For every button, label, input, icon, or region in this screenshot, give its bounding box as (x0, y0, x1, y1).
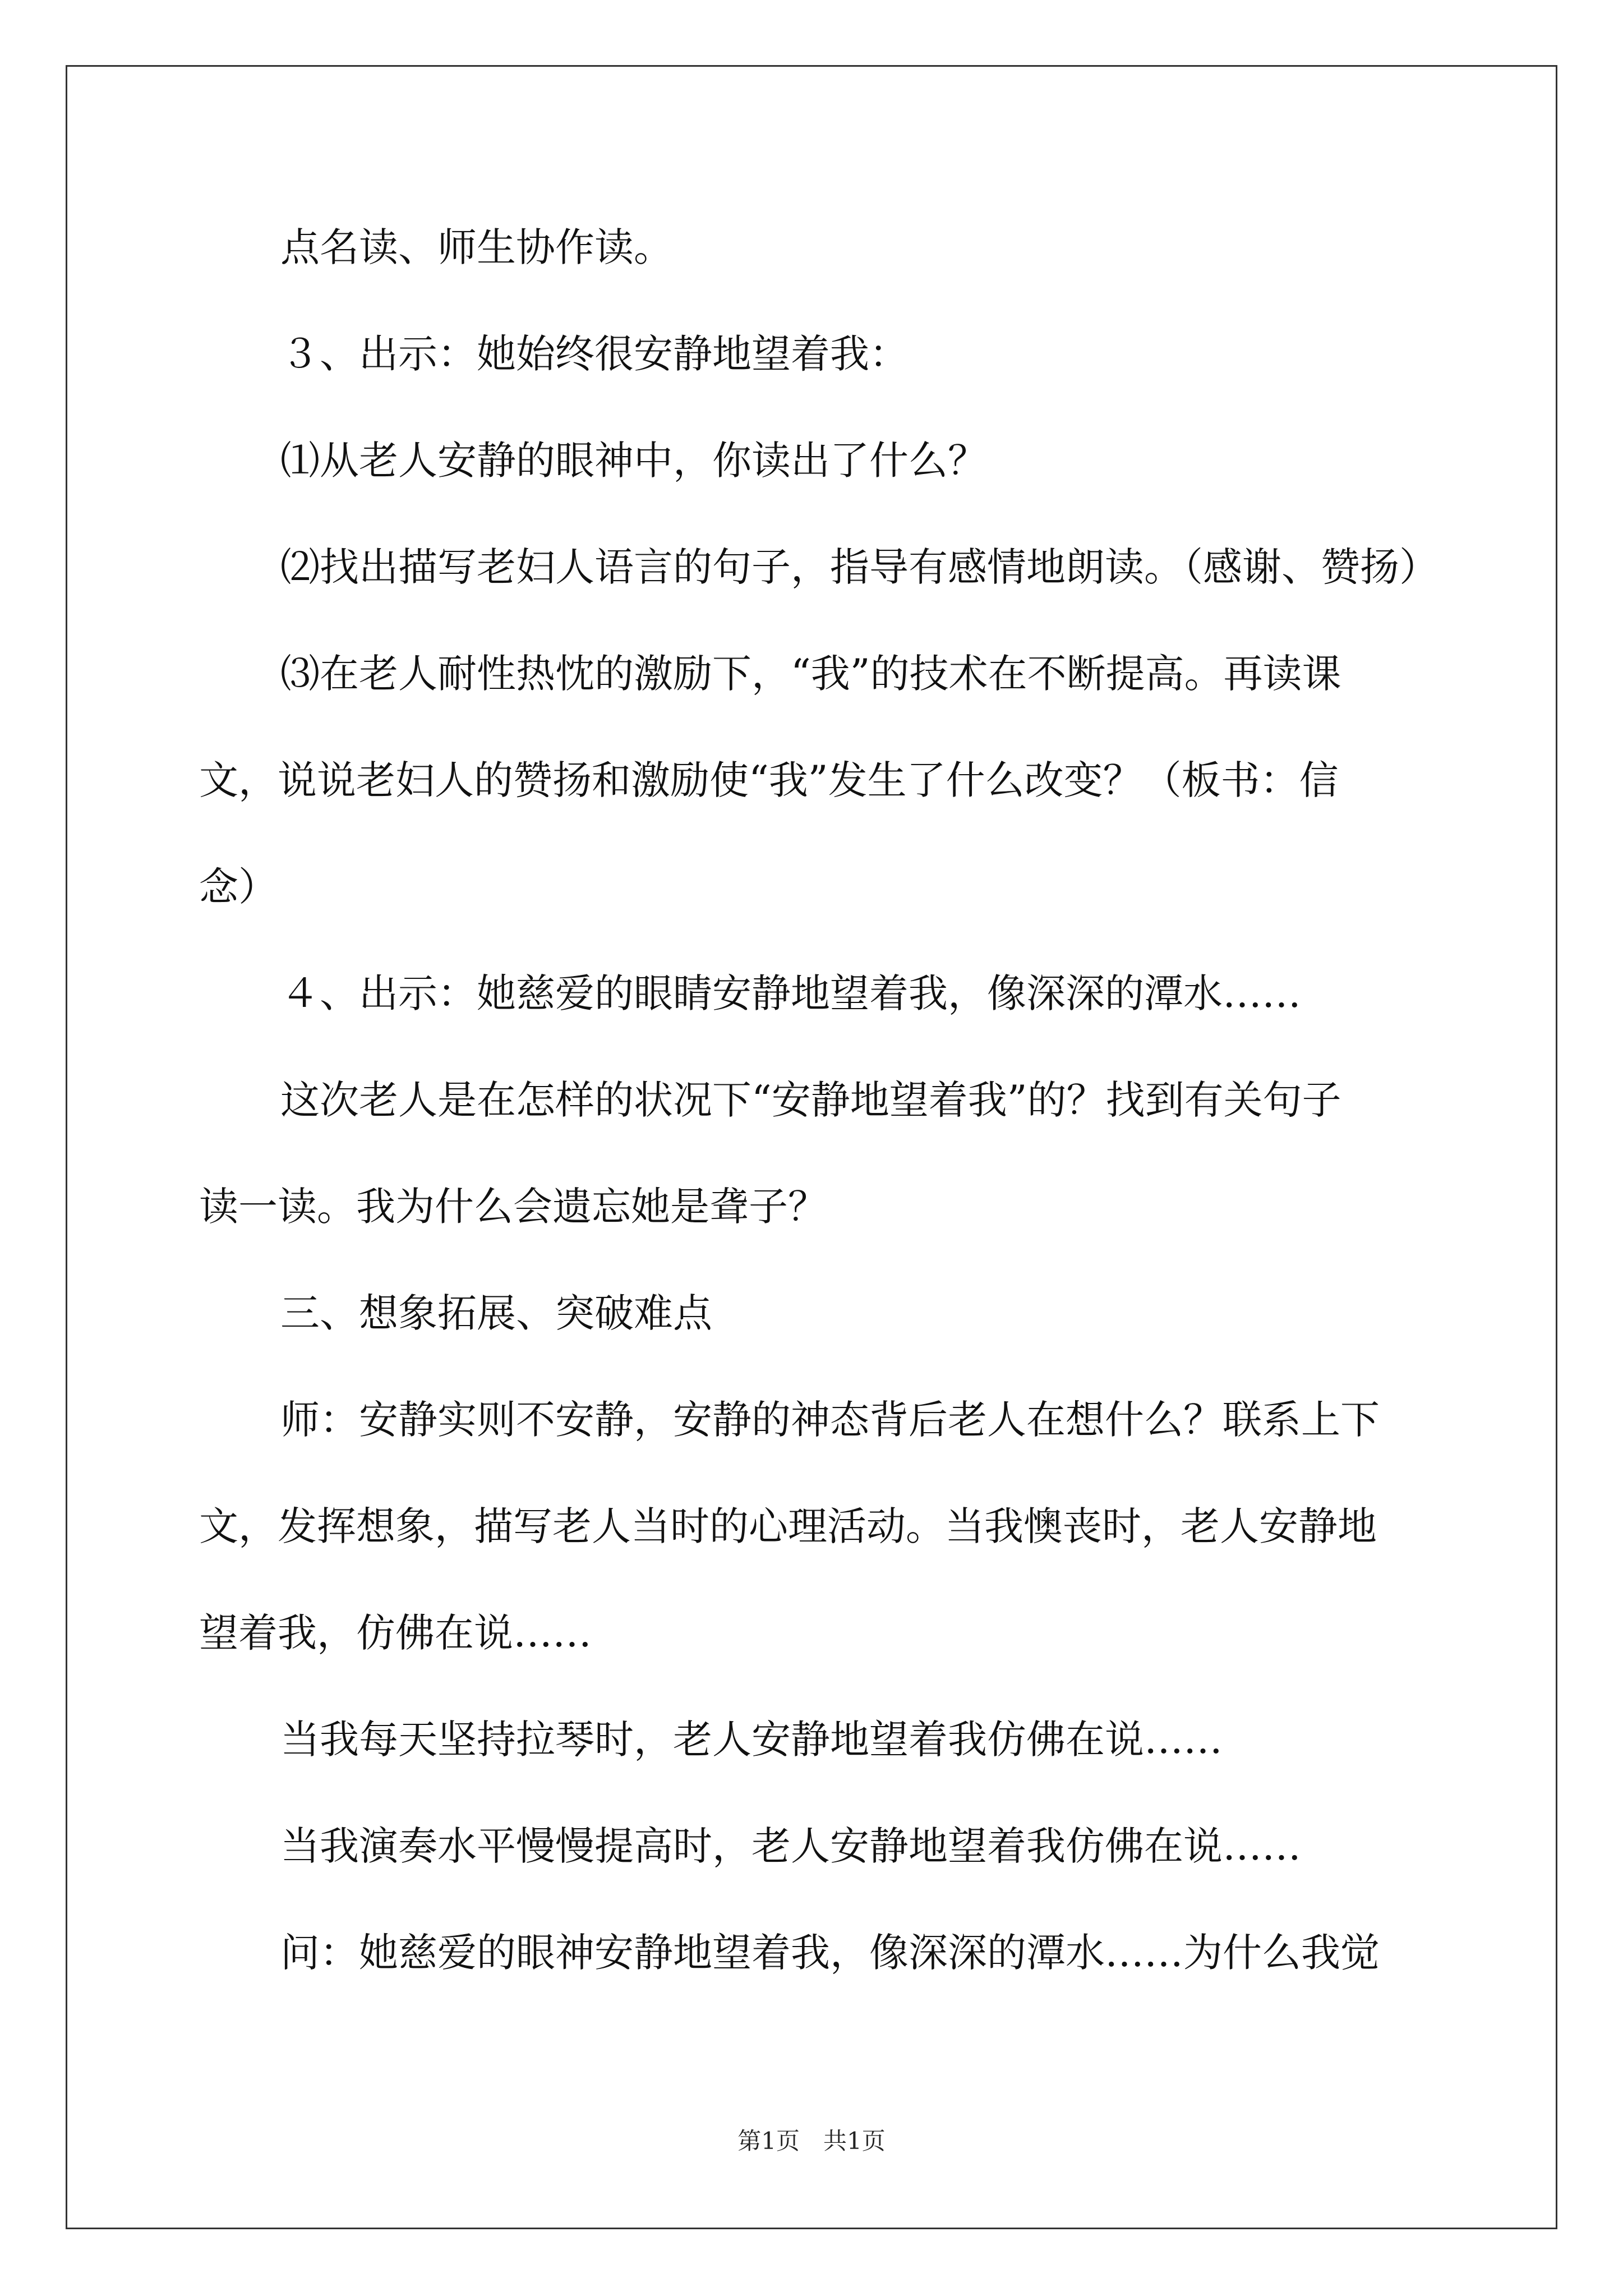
page-border (66, 65, 1557, 2229)
paragraph-line: ⑴从老人安静的眼神中，你读出了什么？ (280, 438, 987, 484)
paragraph-line: 读一读。我为什么会遗忘她是聋子？ (199, 1184, 827, 1230)
paragraph-line: ４、出示：她慈爱的眼睛安静地望着我，像深深的潭水…… (280, 970, 1301, 1016)
paragraph-line: ３、出示：她始终很安静地望着我： (280, 331, 909, 377)
paragraph-line: 三、想象拓展、突破难点 (280, 1290, 712, 1336)
paragraph-line: ⑵找出描写老妇人语言的句子，指导有感情地朗读。（感谢、赞扬） (280, 544, 1438, 590)
paragraph-line: 师：安静实则不安静，安静的神态背后老人在想什么？联系上下 (280, 1397, 1380, 1443)
page-footer: 第1页 共1页 (737, 2127, 886, 2155)
paragraph-line: ⑶在老人耐性热忱的激励下，“我”的技术在不断提高。再读课 (280, 651, 1341, 697)
paragraph-line: 当我演奏水平慢慢提高时，老人安静地望着我仿佛在说…… (280, 1823, 1301, 1869)
paragraph-line: 问：她慈爱的眼神安静地望着我，像深深的潭水……为什么我觉 (280, 1930, 1380, 1976)
paragraph-line: 点名读、师生协作读。 (280, 224, 673, 270)
paragraph-line: 念） (199, 864, 278, 910)
paragraph-line: 文，发挥想象，描写老人当时的心理活动。当我懊丧时，老人安静地 (199, 1503, 1377, 1549)
paragraph-line: 文，说说老妇人的赞扬和激励使“我”发生了什么改变？（板书：信 (199, 757, 1339, 803)
paragraph-line: 望着我，仿佛在说…… (199, 1610, 592, 1656)
paragraph-line: 当我每天坚持拉琴时，老人安静地望着我仿佛在说…… (280, 1717, 1223, 1763)
paragraph-line: 这次老人是在怎样的状况下“安静地望着我”的？找到有关句子 (280, 1077, 1341, 1123)
